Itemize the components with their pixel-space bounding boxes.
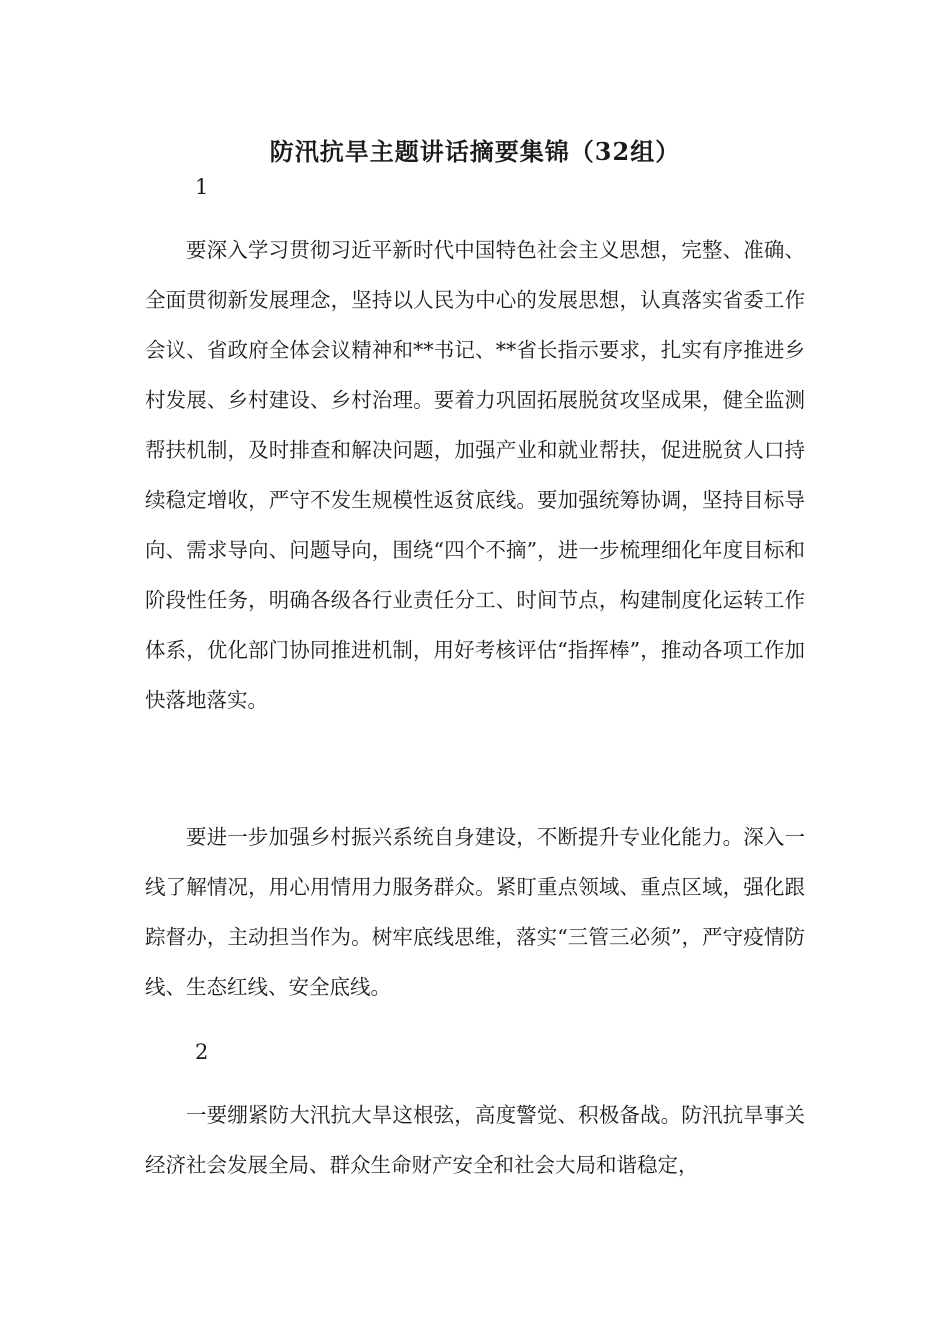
paragraph: 要深入学习贯彻习近平新时代中国特色社会主义思想，完整、准确、全面贯彻新发展理念，坚持以人民为中心的发展思想，认真落实省委工作会议、省政府全体会议精神和**书记、**省长指示要求，扎实有序推进乡村发展、乡村建设、乡村治理。要着力巩固拓展脱贫攻坚成果，健全监测帮扶机制，及时排查和解决问题，加强产业和就业帮扶，促进脱贫人口持续稳定增收，严守不发生规模性返贫底线。要加强统筹协调，坚持目标导向、需求导向、问题导向，围绕“四个不摘”，进一步梳理细化年度目标和阶段性任务，明确各级各行业责任分工、时间节点，构建制度化运转工作体系，优化部门协同推进机制，用好考核评估“指挥棒”，推动各项工作加快落地落实。: [145, 238, 805, 712]
section-number: 2: [195, 1040, 209, 1064]
section-number: 1: [195, 175, 209, 199]
paragraph: 一要绷紧防大汛抗大旱这根弦，高度警觉、积极备战。防汛抗旱事关经济社会发展全局、群众生命财产安全和社会大局和谐稳定，: [145, 1103, 805, 1177]
document-title: 防汛抗旱主题讲话摘要集锦（32组）: [269, 137, 681, 166]
paragraph: 要进一步加强乡村振兴系统自身建设，不断提升专业化能力。深入一线了解情况，用心用情用力服务群众。紧盯重点领域、重点区域，强化跟踪督办，主动担当作为。树牢底线思维，落实“三管三必须”，严守疫情防线、生态红线、安全底线。: [145, 825, 805, 999]
